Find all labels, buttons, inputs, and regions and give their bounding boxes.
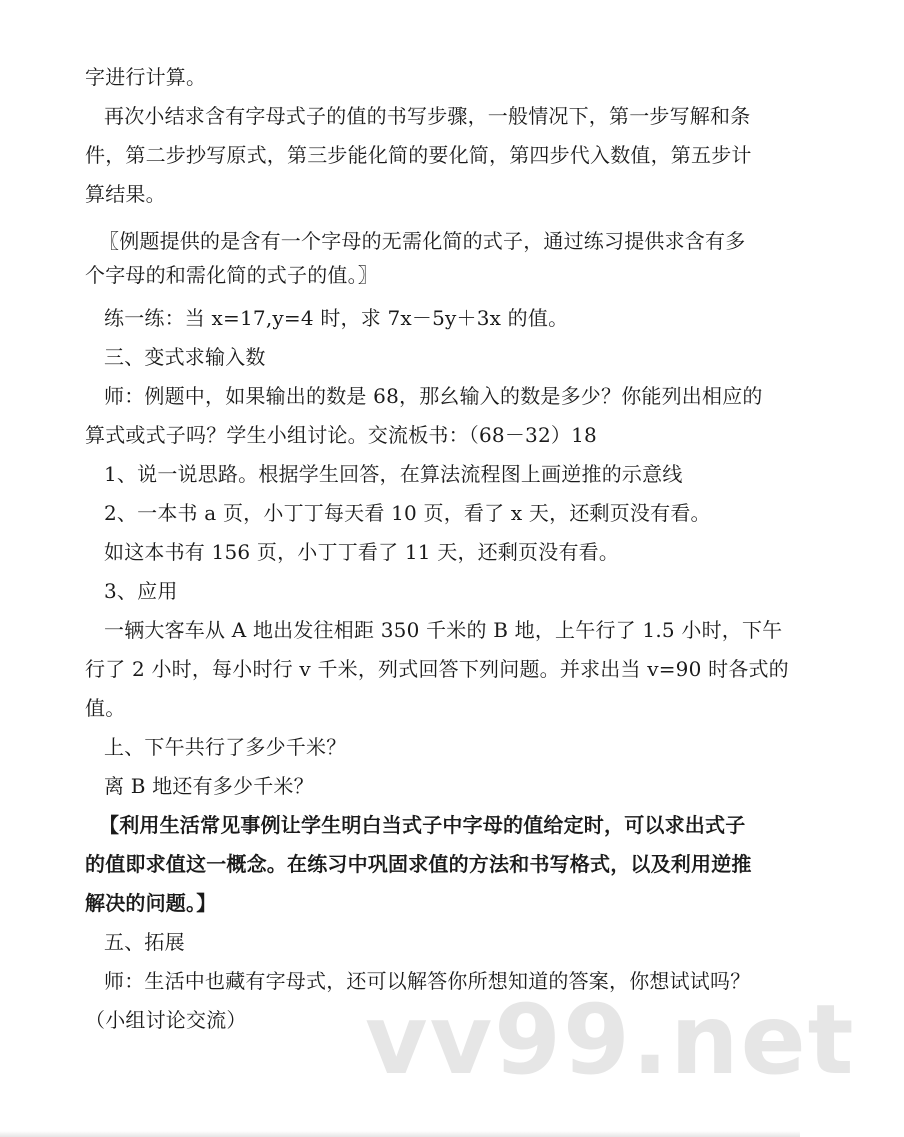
text-line: 【利用生活常见事例让学生明白当式子中字母的值给定时，可以求出式子 xyxy=(99,813,746,837)
text-line: （小组讨论交流） xyxy=(85,1008,247,1032)
text-line: 师：例题中，如果输出的数是 68，那幺输入的数是多少？你能列出相应的 xyxy=(104,384,763,408)
section-heading: 五、拓展 xyxy=(104,930,185,954)
text-line: 行了 2 小时，每小时行 v 千米，列式回答下列问题。并求出当 v=90 时各式的 xyxy=(85,657,789,681)
text-line: 师：生活中也藏有字母式，还可以解答你所想知道的答案，你想试试吗？ xyxy=(104,969,751,993)
text-line: 件，第二步抄写原式，第三步能化简的要化简，第四步代入数值，第五步计 xyxy=(85,143,752,167)
watermark: vv99.net xyxy=(365,984,856,1096)
text-line: 值。 xyxy=(85,696,126,720)
text-line: 解决的问题。】 xyxy=(85,891,217,915)
text-line: 个字母的和需化简的式子的值。〗 xyxy=(85,263,378,287)
text-line: 的值即求值这一概念。在练习中巩固求值的方法和书写格式，以及利用逆推 xyxy=(85,852,752,876)
section-heading: 3、应用 xyxy=(104,579,178,603)
text-line: 练一练：当 x=17,y=4 时，求 7x－5y＋3x 的值。 xyxy=(104,306,569,330)
text-line: 再次小结求含有字母式子的值的书写步骤，一般情况下，第一步写解和条 xyxy=(104,104,751,128)
text-line: 2、一本书 a 页，小丁丁每天看 10 页，看了 x 天，还剩页没有看。 xyxy=(104,501,711,525)
text-line: 上、下午共行了多少千米？ xyxy=(104,735,347,759)
text-line: 1、说一说思路。根据学生回答，在算法流程图上画逆推的示意线 xyxy=(104,462,683,486)
text-line: 字进行计算。 xyxy=(85,65,207,89)
section-heading: 三、变式求输入数 xyxy=(104,345,266,369)
text-line: 一辆大客车从 A 地出发往相距 350 千米的 B 地，上午行了 1.5 小时，下午 xyxy=(104,618,783,642)
page-bottom-edge xyxy=(0,1131,800,1137)
text-line: 算式或式子吗？学生小组讨论。交流板书：（68－32）18 xyxy=(85,423,597,447)
text-line: 如这本书有 156 页，小丁丁看了 11 天，还剩页没有看。 xyxy=(104,540,620,564)
text-line: 离 B 地还有多少千米？ xyxy=(104,774,314,798)
text-line: 〖例题提供的是含有一个字母的无需化简的式子，通过练习提供求含有多 xyxy=(99,229,746,253)
text-line: 算结果。 xyxy=(85,182,166,206)
